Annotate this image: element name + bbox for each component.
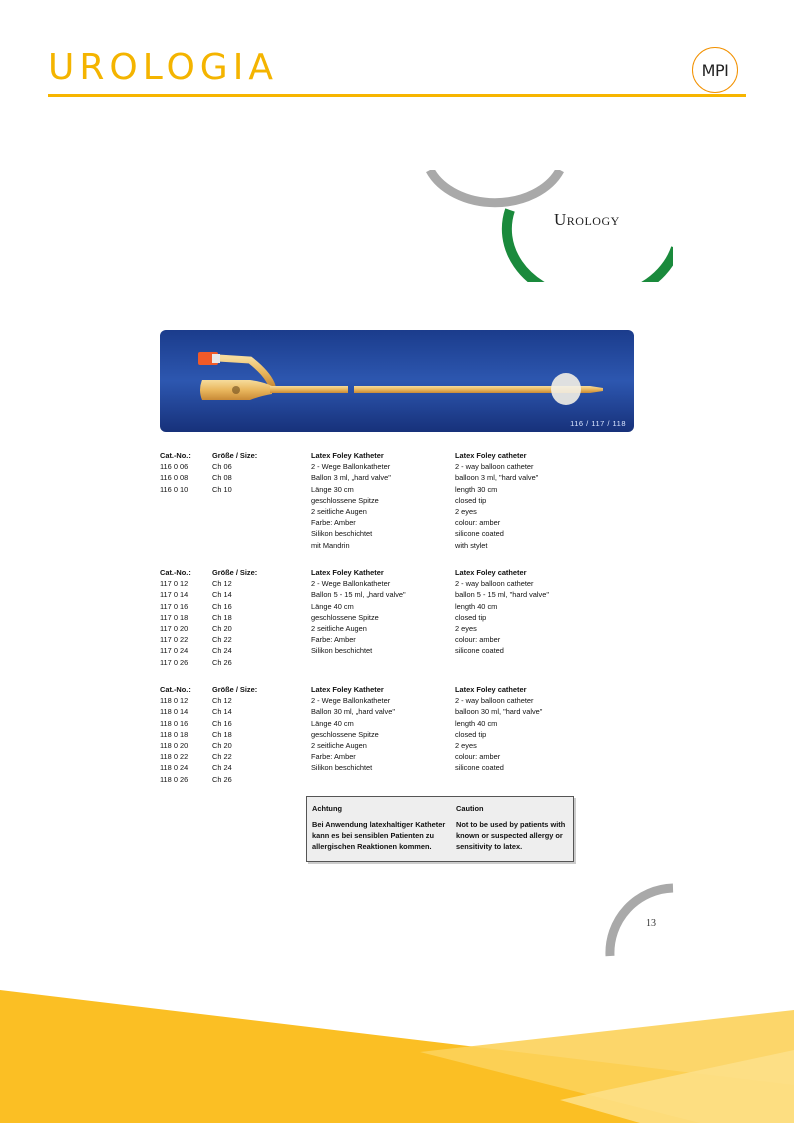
- cat-no: 118 0 18: [160, 729, 189, 739]
- german-description-column: [311, 684, 395, 774]
- caution-english: [456, 803, 565, 852]
- size-column: [212, 684, 257, 785]
- size: Ch 22: [212, 635, 232, 645]
- spec-line: geschlossene Spitze: [311, 495, 379, 505]
- caution-box: [306, 796, 574, 862]
- spec-line: Länge 40 cm: [311, 601, 354, 611]
- caution-german-title: Achtung: [312, 804, 342, 813]
- spec-line: balloon 30 ml, "hard valve": [455, 707, 543, 717]
- spec-line: geschlossene Spitze: [311, 729, 379, 739]
- size: Ch 26: [212, 774, 232, 784]
- size: Ch 20: [212, 624, 232, 634]
- spec-line: Farbe: Amber: [311, 635, 356, 645]
- size: Ch 14: [212, 707, 232, 717]
- caution-text-line: known or suspected allergy or: [456, 831, 563, 840]
- size-column: [212, 567, 257, 668]
- caution-text-line: allergischen Reaktionen kommen.: [312, 842, 432, 851]
- cat-no: 118 0 24: [160, 763, 189, 773]
- spec-line: length 40 cm: [455, 718, 498, 728]
- gray-arc: [430, 170, 560, 203]
- spec-line: 2 - Wege Ballonkatheter: [311, 696, 391, 706]
- cat-no: 116 0 06: [160, 462, 189, 472]
- spec-line: colour: amber: [455, 635, 501, 645]
- cat-no-column: [160, 450, 191, 495]
- cat-no: 117 0 24: [160, 646, 189, 656]
- english-header: Latex Foley catheter: [455, 685, 527, 694]
- spec-line: Silikon beschichtet: [311, 763, 373, 773]
- size: Ch 26: [212, 657, 232, 667]
- product-code-label: 116 / 117 / 118: [570, 419, 626, 428]
- spec-line: 2 - way balloon catheter: [455, 696, 534, 706]
- spec-line: silicone coated: [455, 646, 504, 656]
- spec-line: silicone coated: [455, 529, 504, 539]
- caution-english-title: Caution: [456, 804, 484, 813]
- size: Ch 18: [212, 729, 232, 739]
- spec-line: 2 seitliche Augen: [311, 741, 367, 751]
- cat-no: 117 0 14: [160, 590, 189, 600]
- spec-line: colour: amber: [455, 518, 501, 528]
- cat-no: 116 0 08: [160, 473, 189, 483]
- size: Ch 22: [212, 752, 232, 762]
- spec-line: Länge 40 cm: [311, 718, 354, 728]
- cat-no-header: Cat.-No.:: [160, 685, 191, 694]
- size-header: Größe / Size:: [212, 685, 258, 694]
- cat-no-column: [160, 684, 191, 785]
- cat-no: 116 0 10: [160, 484, 189, 494]
- english-header: Latex Foley catheter: [455, 451, 527, 460]
- size: Ch 14: [212, 590, 232, 600]
- spec-line: Ballon 30 ml, „hard valve": [311, 707, 395, 717]
- spec-line: with stylet: [455, 540, 488, 550]
- spec-line: Farbe: Amber: [311, 518, 356, 528]
- spec-line: closed tip: [455, 495, 487, 505]
- size: Ch 24: [212, 763, 232, 773]
- cat-no: 117 0 22: [160, 635, 189, 645]
- product-image: [160, 330, 634, 432]
- size: Ch 06: [212, 462, 232, 472]
- cat-no: 118 0 14: [160, 707, 189, 717]
- section-label: Urology: [554, 210, 620, 229]
- spec-line: Silikon beschichtet: [311, 646, 373, 656]
- german-header: Latex Foley Katheter: [311, 685, 384, 694]
- caution-text-line: sensitivity to latex.: [456, 842, 523, 851]
- caution-text-line: Not to be used by patients with: [456, 820, 566, 829]
- cat-no: 118 0 26: [160, 774, 189, 784]
- size: Ch 08: [212, 473, 232, 483]
- english-description-column: [455, 684, 542, 774]
- spec-line: 2 eyes: [455, 624, 477, 634]
- spec-line: 2 - way balloon catheter: [455, 579, 534, 589]
- cat-no: 118 0 16: [160, 718, 189, 728]
- german-header: Latex Foley Katheter: [311, 568, 384, 577]
- size-header: Größe / Size:: [212, 568, 258, 577]
- cat-no: 117 0 26: [160, 657, 189, 667]
- urology-arc-graphic: [420, 170, 676, 282]
- spec-line: 2 eyes: [455, 507, 477, 517]
- caution-text-line: kann es bei sensiblen Patienten zu: [312, 831, 434, 840]
- page-number-arc: [600, 880, 676, 958]
- size: Ch 20: [212, 741, 232, 751]
- german-description-column: [311, 450, 391, 551]
- size: Ch 12: [212, 696, 232, 706]
- size: Ch 18: [212, 612, 232, 622]
- spec-line: silicone coated: [455, 763, 504, 773]
- header-divider: [48, 94, 746, 97]
- spec-line: Ballon 3 ml, „hard valve": [311, 473, 391, 483]
- spec-line: 2 eyes: [455, 741, 477, 751]
- mpi-logo: MPI: [692, 47, 738, 93]
- cat-no-column: [160, 567, 191, 668]
- cat-no-header: Cat.-No.:: [160, 451, 191, 460]
- spec-line: Farbe: Amber: [311, 752, 356, 762]
- page-number: 13: [646, 918, 656, 929]
- spec-line: closed tip: [455, 729, 487, 739]
- english-description-column: [455, 450, 538, 551]
- cat-no: 118 0 12: [160, 696, 189, 706]
- page-title: UROLOGIA: [48, 47, 278, 88]
- spec-line: 2 - way balloon catheter: [455, 462, 534, 472]
- size: Ch 12: [212, 579, 232, 589]
- spec-line: 2 seitliche Augen: [311, 507, 367, 517]
- size-header: Größe / Size:: [212, 451, 258, 460]
- caution-text-line: Bei Anwendung latexhaltiger Katheter: [312, 820, 446, 829]
- cat-no: 118 0 22: [160, 752, 189, 762]
- size: Ch 16: [212, 601, 232, 611]
- cat-no: 118 0 20: [160, 741, 189, 751]
- size: Ch 16: [212, 718, 232, 728]
- footer-yellow-band: [0, 990, 794, 1123]
- german-description-column: [311, 567, 406, 657]
- catheter-illustration: [160, 330, 634, 432]
- cat-no: 117 0 18: [160, 612, 189, 622]
- english-header: Latex Foley catheter: [455, 568, 527, 577]
- spec-line: balloon 3 ml, "hard valve": [455, 473, 539, 483]
- german-header: Latex Foley Katheter: [311, 451, 384, 460]
- size-column: [212, 450, 257, 495]
- spec-line: 2 - Wege Ballonkatheter: [311, 579, 391, 589]
- english-description-column: [455, 567, 549, 657]
- spec-line: colour: amber: [455, 752, 501, 762]
- spec-line: 2 - Wege Ballonkatheter: [311, 462, 391, 472]
- cat-no: 117 0 12: [160, 579, 189, 589]
- spec-line: ballon 5 - 15 ml, "hard valve": [455, 590, 549, 600]
- spec-line: 2 seitliche Augen: [311, 624, 367, 634]
- cat-no: 117 0 16: [160, 601, 189, 611]
- size: Ch 24: [212, 646, 232, 656]
- spec-line: Länge 30 cm: [311, 484, 354, 494]
- spec-line: Ballon 5 - 15 ml, „hard valve": [311, 590, 406, 600]
- spec-line: mit Mandrin: [311, 540, 350, 550]
- caution-german: [312, 803, 445, 852]
- spec-line: length 30 cm: [455, 484, 498, 494]
- cat-no-header: Cat.-No.:: [160, 568, 191, 577]
- size: Ch 10: [212, 484, 232, 494]
- spec-line: geschlossene Spitze: [311, 612, 379, 622]
- spec-line: Silikon beschichtet: [311, 529, 373, 539]
- spec-line: length 40 cm: [455, 601, 498, 611]
- spec-line: closed tip: [455, 612, 487, 622]
- cat-no: 117 0 20: [160, 624, 189, 634]
